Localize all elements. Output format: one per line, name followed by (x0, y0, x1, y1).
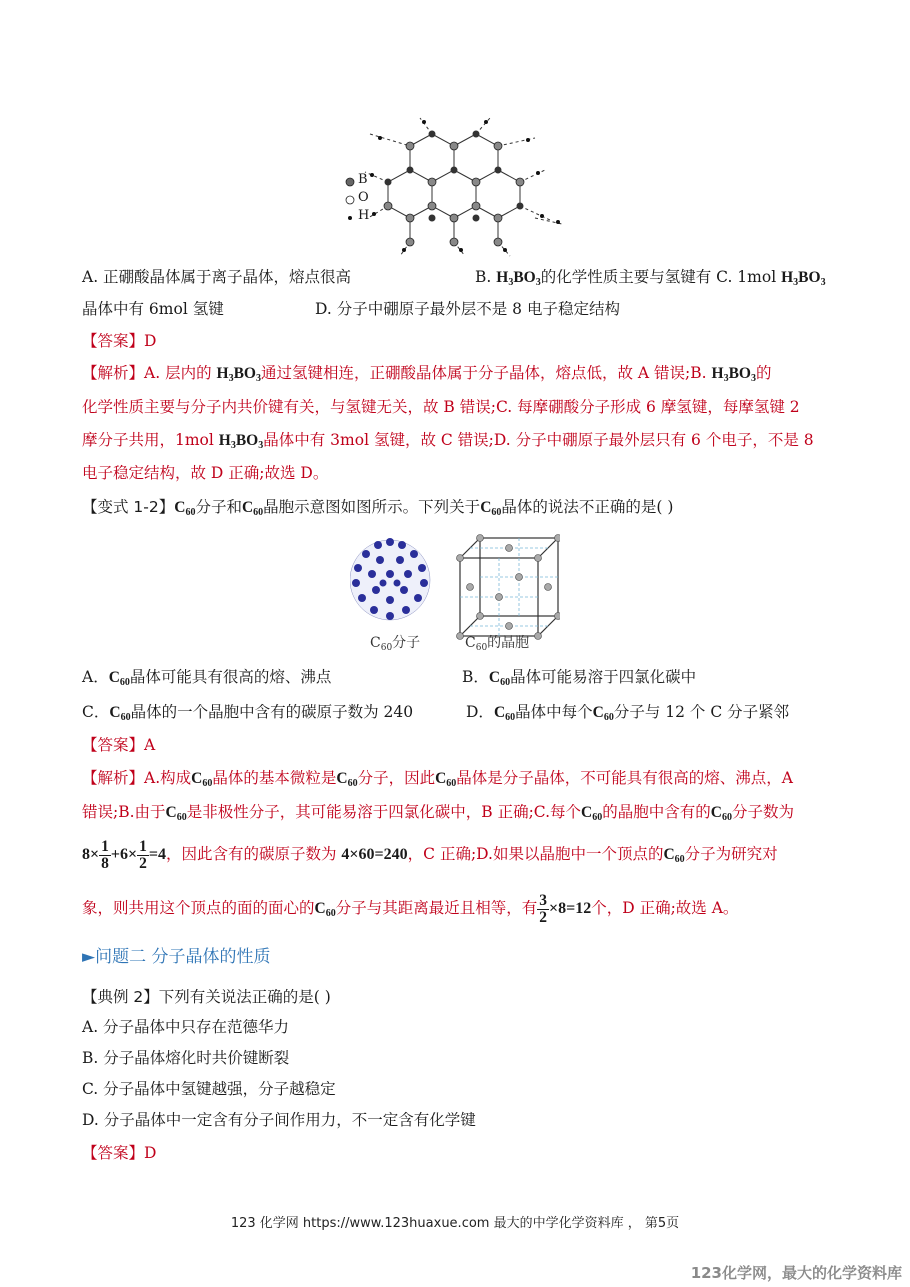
v12-analysis-line-2: 错误;B.由于$C_{60}$是非极性分子，其可能易溶于四氯化碳中，B 正确;C.每个$C_{60}$的晶胞中含有的$C_{60}$分子数为 (82, 803, 794, 823)
v12-analysis-line-4: 象，则共用这个顶点的面的面心的$C_{60}$分子与其距离最近且相等，有 $\frac{3}{2}$ ×8=12个，D 正确;故选 A。 (82, 891, 739, 926)
v12-option-a: A．$C_{60}$晶体可能具有很高的熔、沸点 (82, 668, 332, 688)
ex2-option-a: A. 分子晶体中只存在范德华力 (82, 1018, 290, 1036)
fraction-one-half: $\frac{1}{2}$ (139, 837, 147, 872)
c60-unit-cell-caption: $C_{60}$的晶胞 (465, 635, 530, 653)
example-2-stem: 【典例 2】下列有关说法正确的是( ) (82, 988, 331, 1006)
legend-o-label: O (358, 190, 369, 205)
watermark: 123化学网，最大的化学资料库 (690, 1264, 902, 1282)
q1-analysis-line-4: 电子稳定结构，故 D 正确;故选 D。 (82, 464, 329, 482)
section-2-heading: ►问题二 分子晶体的性质 (82, 947, 271, 967)
v12-option-d: D．$C_{60}$晶体中每个$C_{60}$分子与 12 个 C 分子紧邻 (466, 703, 790, 723)
v12-option-b: B．$C_{60}$晶体可能易溶于四氯化碳中 (462, 668, 697, 688)
page-footer: 123 化学网 https://www.123huaxue.com 最大的中学化学资料库 ， 第5页 (230, 1216, 680, 1231)
ex2-option-c: C. 分子晶体中氢键越强，分子越稳定 (82, 1080, 336, 1098)
q1-option-c-tail: 晶体中有 6mol 氢键 (82, 300, 224, 318)
c60-molecule-caption: $C_{60}$分子 (370, 635, 421, 653)
fraction-three-halves: $\frac{3}{2}$ (539, 891, 547, 926)
legend-b-label: B (358, 172, 368, 187)
c60-unit-cell-drawing (460, 538, 558, 636)
q1-option-d: D. 分子中硼原子最外层不是 8 电子稳定结构 (315, 300, 620, 318)
q1-analysis-line-3: 摩分子共用，1mol $H_3BO_3$晶体中有 3mol 氢键，故 C 错误;D. 分子中硼原子最外层只有 6 个电子，不是 8 (82, 431, 814, 451)
q1-option-b-c: B. $H_3BO_3$的化学性质主要与氢键有 C. 1mol $H_3BO_3$ (475, 268, 826, 288)
c60-molecule-drawing (350, 538, 430, 620)
q1-analysis-line-1: 【解析】A. 层内的 $H_3BO_3$通过氢键相连，正硼酸晶体属于分子晶体，熔点低，故 A 错误;B. $H_3BO_3$的 (82, 364, 772, 384)
v12-option-c: C．$C_{60}$晶体的一个晶胞中含有的碳原子数为 240 (82, 703, 414, 723)
c60-figure (350, 528, 560, 658)
v12-analysis-line-1: 【解析】A.构成$C_{60}$晶体的基本微粒是$C_{60}$分子，因此$C_{60}$晶体是分子晶体，不可能具有很高的熔、沸点，A (82, 769, 793, 789)
boric-acid-structure-figure (340, 108, 580, 260)
fraction-one-eighth: $\frac{1}{8}$ (101, 837, 109, 872)
v12-answer: 【答案】A (82, 736, 156, 754)
q1-option-a: A. 正硼酸晶体属于离子晶体，熔点很高 (82, 268, 352, 286)
ex2-option-b: B. 分子晶体熔化时共价键断裂 (82, 1049, 290, 1067)
q1-answer: 【答案】D (82, 332, 157, 350)
v12-analysis-line-3: 8× $\frac{1}{8}$ +6× $\frac{1}{2}$ =4，因此含有的碳原子数为 4×60=240，C 正确;D.如果以晶胞中一个顶点的$C_{60}$分子为研究对 (82, 837, 778, 872)
ex2-answer: 【答案】D (82, 1144, 157, 1162)
variant-1-2-stem: 【变式 1-2】$C_{60}$分子和$C_{60}$晶胞示意图如图所示。下列关于$C_{60}$晶体的说法不正确的是( ) (82, 498, 674, 518)
boric-acid-lattice-svg (340, 108, 580, 260)
ex2-option-d: D. 分子晶体中一定含有分子间作用力，不一定含有化学键 (82, 1111, 476, 1129)
q1-analysis-line-2: 化学性质主要与分子内共价键有关，与氢键无关，故 B 错误;C. 每摩硼酸分子形成 6 摩氢键，每摩氢键 2 (82, 398, 800, 416)
legend-h-label: H (358, 208, 370, 223)
